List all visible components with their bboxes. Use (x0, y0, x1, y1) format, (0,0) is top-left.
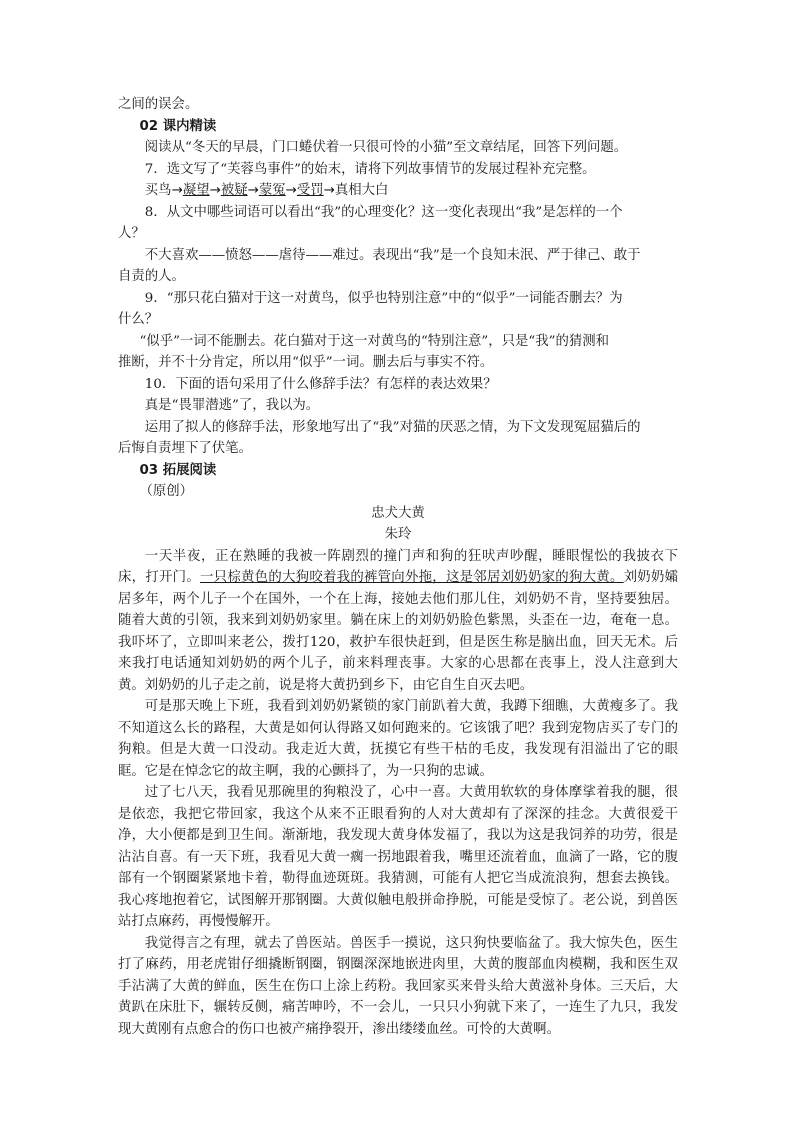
question-8: 8．从文中哪些词语可以看出“我”的心理变化？这一变化表现出“我”是怎样的一个 (144, 204, 623, 220)
question-7: 7．选文写了“芙蓉鸟事件”的始末，请将下列故事情节的发展过程补充完整。 (144, 161, 596, 177)
answer-10-cont: 后悔自责埋下了伏笔。 (118, 441, 252, 456)
section-title: 拓展阅读 (162, 461, 217, 478)
plot-step: 蒙冤 (258, 183, 286, 198)
section-heading-02 (118, 116, 678, 138)
continued-line: 之间的误会。 (118, 97, 199, 112)
answer-9: “似乎”一词不能删去。花白猫对于这一对黄鸟的“特别注意”，只是“我”的猜测和 (139, 333, 610, 349)
question-10: 10．下面的语句采用了什么修辞手法？有怎样的表达效果？ (144, 376, 497, 392)
question-9: 9．“那只花白猫对于这一对黄鸟，似乎也特别注意”中的“似乎”一词能否删去？为 (144, 290, 623, 306)
section-number: 02 (139, 118, 159, 134)
answer-10: 运用了拟人的修辞手法，形象地写出了“我”对猫的厌恶之情，为下文发现冤屈猫后的 (144, 419, 641, 435)
question-10-quote: 真是“畏罪潜逃”了，我以为。 (144, 398, 320, 413)
section-number: 03 (139, 462, 159, 478)
story-paragraph-2: 可是那天晚上下班，我看到刘奶奶紧锁的家门前趴着大黄，我蹲下细瞧，大黄瘦多了。我不知道这么长的路程，大黄是如何认得路又如何跑来的。它该饿了吧？我到宠物店买了专门的狗粮。但是大黄一口没动。我走近大黄，抚摸它有些干枯的毛皮，我发现有泪溢出了它的眼眶。它是在悼念它的故主啊，我的心颤抖了，为一只狗的忠诚。 (118, 699, 678, 779)
source-note: （原创） (139, 484, 193, 499)
answer-8: 不大喜欢——愤怒——虐待——难过。表现出“我”是一个良知未泯、严于律己、敢于 (144, 247, 641, 263)
story-paragraph-3: 过了七八天，我看见那碗里的狗粮没了，心中一喜。大黄用软软的身体摩挲着我的腿，很是依恋，我把它带回家，我这个从来不正眼看狗的人对大黄却有了深深的挂念。大黄很爱干净，大小便都是到卫生间。渐渐地，我发现大黄身体发福了，我以为这是我饲养的功劳，很是沾沾自喜。有一天下班，我看见大黄一瘸一拐地跟着我，嘴里还流着血，血滴了一路，它的腹部有一个钢圈紧紧地卡着，勒得血迹斑斑。我猜测，可能有人把它当成流浪狗，想套去换钱。我心疼地抱着它，试图解开那钢圈。大黄似触电般拼命挣脱，可能是受惊了。老公说，到兽医站打点麻药，再慢慢解开。 (118, 785, 678, 929)
story-author: 朱玲 (384, 527, 412, 542)
plot-start: 买鸟 (144, 183, 172, 198)
section-heading-03 (118, 460, 678, 482)
story-paragraph-4: 我觉得言之有理，就去了兽医站。兽医手一摸说，这只狗快要临盆了。我大惊失色，医生打了麻药，用老虎钳仔细撬断钢圈，钢圈深深地嵌进肉里，大黄的腹部血肉模糊，我和医生双手沾满了大黄的鲜血，医生在伤口上涂上药粉。我回家买来骨头给大黄滋补身体。三天后，大黄趴在床肚下，辗转反侧，痛苦呻吟，不一会儿，一只只小狗就下来了，一连生了九只，我发现大黄刚有点愈合的伤口也被产痛挣裂开，渗出缕缕血丝。可怜的大黄啊。 (118, 935, 678, 1037)
story-title: 忠犬大黄 (371, 505, 425, 521)
answer-9-cont: 推断，并不十分肯定，所以用“似乎”一词。删去后与事实不符。 (118, 355, 494, 370)
story-body (118, 546, 678, 1041)
reading-instruction: 阅读从“冬天的早晨，门口蜷伏着一只很可怜的小猫”至文章结尾，回答下列问题。 (144, 140, 628, 155)
answer-7: 买鸟→凝望→被疑→蒙冤→受罚→真相大白 (144, 183, 389, 198)
plot-step: 凝望 (182, 183, 210, 198)
plot-step: 受罚 (296, 183, 324, 198)
story-paragraph-1: 一天半夜，正在熟睡的我被一阵剧烈的撞门声和狗的狂吠声吵醒，睡眼惺忪的我披衣下床，打开门。一只棕黄色的大狗咬着我的裤管向外拖，这是邻居刘奶奶家的狗大黄。刘奶奶孀居多年，两个儿子一个在国外，一个在上海，接她去他们那儿住，刘奶奶不肯，坚持要独居。随着大黄的引领，我来到刘奶奶家里。躺在床上的刘奶奶脸色紫黑，头歪在一边，奄奄一息。我吓坏了，立即叫来老公，拨打120，救护车很快赶到，但是医生称是脑出血，回天无术。后来我打电话通知刘奶奶的两个儿子，前来料理丧事。大家的心思都在丧事上，没人注意到大黄。刘奶奶的儿子走之前，说是将大黄扔到乡下，由它自生自灭去吧。 (118, 548, 679, 693)
answer-8-cont: 自责的人。 (118, 269, 185, 284)
underlined-sentence: 一只棕黄色的大狗咬着我的裤管向外拖，这是邻居刘奶奶家的狗大黄。 (200, 570, 624, 585)
question-8-cont: 人？ (118, 226, 145, 241)
plot-step: 被疑 (220, 183, 248, 198)
question-9-cont: 什么？ (118, 312, 159, 327)
document-page (118, 94, 678, 1040)
section-title: 课内精读 (162, 117, 217, 134)
plot-end: 真相大白 (334, 183, 389, 198)
